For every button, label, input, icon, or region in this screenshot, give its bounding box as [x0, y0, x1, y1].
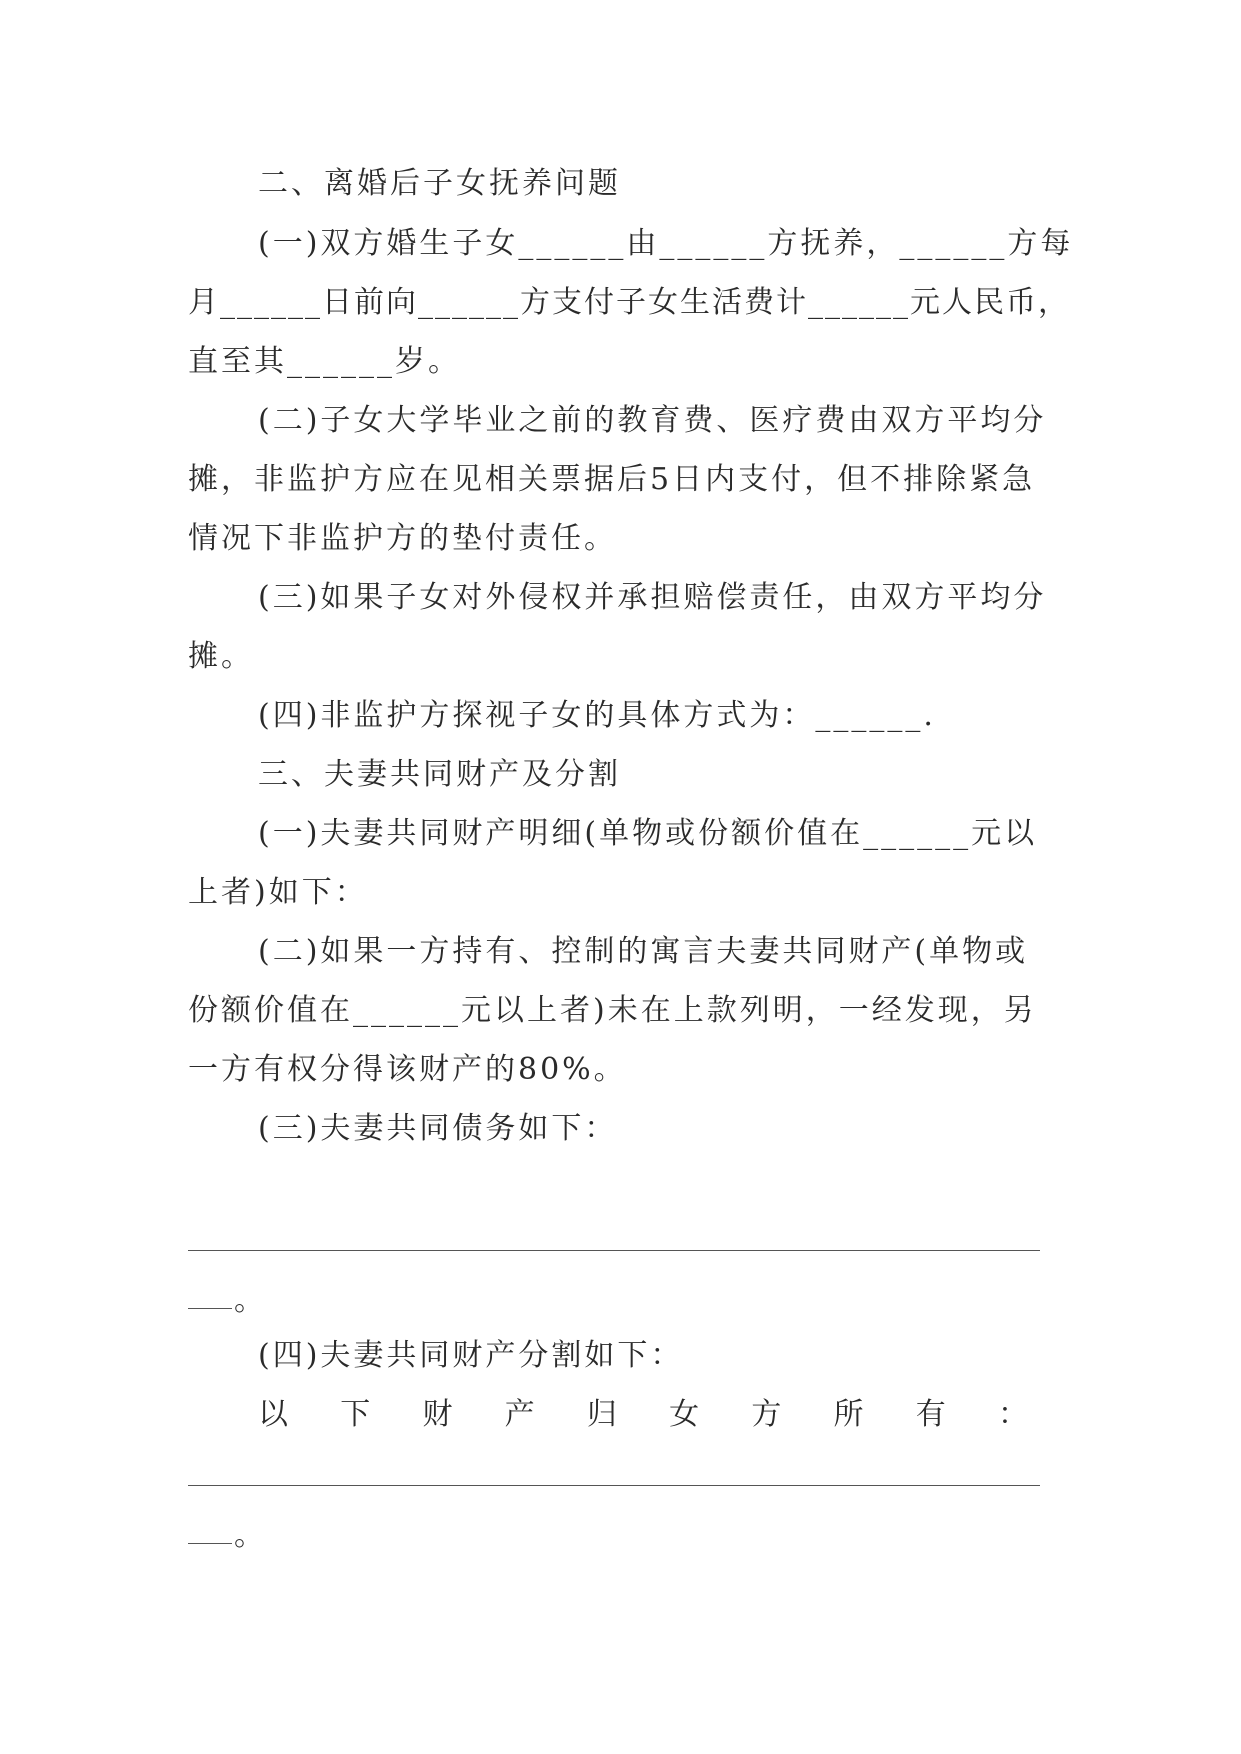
paragraph-line: (四)非监护方探视子女的具体方式为：______. — [258, 698, 936, 733]
paragraph-line: (一)双方婚生子女______由______方抚养，______方每 — [258, 226, 1074, 261]
spread-char: 以 — [258, 1397, 288, 1432]
paragraph-line: 直至其______岁。 — [188, 344, 461, 379]
blank-fill-segment — [188, 1543, 232, 1544]
spread-char: 女 — [669, 1397, 700, 1432]
blank-fill-rule-end — [188, 1516, 264, 1556]
spread-char: 下 — [340, 1397, 371, 1432]
rule-end-mark: 。 — [234, 1283, 264, 1318]
spread-char: 归 — [586, 1397, 617, 1432]
paragraph-line: 情况下非监护方的垫付责任。 — [188, 521, 617, 556]
paragraph-line: 上者)如下： — [188, 875, 368, 910]
spread-char: ： — [997, 1397, 1028, 1432]
blank-fill-rule — [188, 1485, 1040, 1486]
paragraph-line: (三)如果子女对外侵权并承担赔偿责任，由双方平均分 — [258, 580, 1047, 615]
section-heading-joint-property: 三、夫妻共同财产及分割 — [258, 757, 621, 792]
blank-fill-rule-end — [188, 1281, 264, 1321]
spread-char: 有 — [915, 1397, 946, 1432]
paragraph-line: (三)夫妻共同债务如下： — [258, 1111, 618, 1146]
paragraph-line: (四)夫妻共同财产分割如下： — [258, 1338, 684, 1373]
spread-char: 所 — [833, 1397, 864, 1432]
blank-fill-segment — [188, 1308, 232, 1309]
spread-char: 财 — [422, 1397, 453, 1432]
section-heading-child-custody: 二、离婚后子女抚养问题 — [258, 166, 621, 201]
paragraph-line: 摊，非监护方应在见相关票据后5日内支付，但不排除紧急 — [188, 462, 1036, 497]
spread-char: 产 — [504, 1397, 535, 1432]
paragraph-line: (一)夫妻共同财产明细(单物或份额价值在______元以 — [258, 816, 1038, 851]
rule-end-mark: 。 — [234, 1518, 264, 1553]
paragraph-line: (二)如果一方持有、控制的寓言夫妻共同财产(单物或 — [258, 934, 1029, 969]
blank-fill-rule — [188, 1250, 1040, 1251]
paragraph-line: 摊。 — [188, 639, 254, 674]
paragraph-line: 一方有权分得该财产的80%。 — [188, 1052, 627, 1087]
women-property-line — [258, 1395, 1028, 1435]
paragraph-line: (二)子女大学毕业之前的教育费、医疗费由双方平均分 — [258, 403, 1047, 438]
paragraph-line: 份额价值在______元以上者)未在上款列明，一经发现，另 — [188, 993, 1037, 1028]
paragraph-line: 月______日前向______方支付子女生活费计______元人民币， — [188, 285, 1070, 320]
spread-char: 方 — [751, 1397, 782, 1432]
